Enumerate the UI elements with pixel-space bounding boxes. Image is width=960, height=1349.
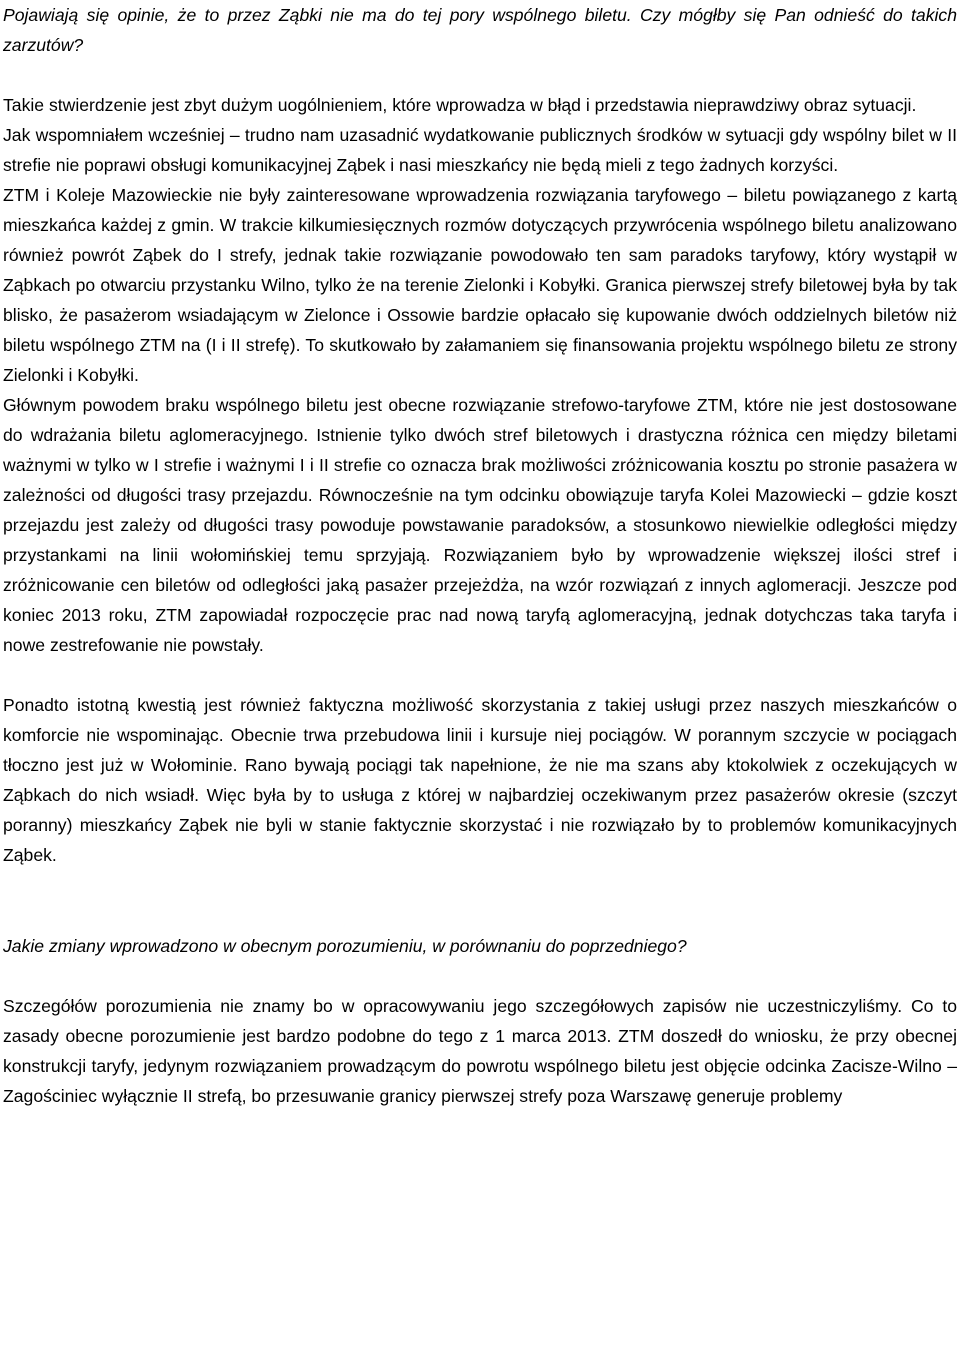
spacer [3,961,957,991]
question-1: Pojawiają się opinie, że to przez Ząbki nie ma do tej pory wspólnego biletu. Czy mógłby się Pan odnieść do takich zarzutów? [3,5,957,55]
answer-1-paragraph-4: Głównym powodem braku wspólnego biletu jest obecne rozwiązanie strefowo-taryfowe ZTM, które nie jest dostosowane do wdrażania biletu aglomeracyjnego. Istnienie tylko dwóch stref biletowych i drastyczna różnica cen między biletami ważnymi w tylko w I strefie i ważnymi I i II strefie co oznacza brak możliwości zróżnicowania kosztu po stronie pasażera w zależności od długości trasy przejazdu. Równocześnie na tym odcinku obowiązuje taryfa Kolei Mazowiecki – gdzie koszt przejazdu jest zależy od długości trasy powoduje powstawanie paradoksów, a stosunkowo niewielkie odległości między przystankami na linii wołomińskiej temu sprzyjają. Rozwiązaniem było by wprowadzenie większej ilości stref i zróżnicowanie cen biletów od odległości jaką pasażer przejeżdża, na wzór rozwiązań z innych aglomeracji. Jeszcze pod koniec 2013 roku, ZTM zapowiadał rozpoczęcie prac nad nową taryfą aglomeracyjną, jednak dotychczas taka taryfa i nowe zestrefowanie nie powstały. [3,395,957,655]
answer-1-paragraph-2: Jak wspomniałem wcześniej – trudno nam uzasadnić wydatkowanie publicznych środków w sytuacji gdy wspólny bilet w II strefie nie poprawi obsługi komunikacyjnej Ząbek i nasi mieszkańcy nie będą mieli z tego żadnych korzyści. [3,125,957,175]
answer-1-paragraph-3: ZTM i Koleje Mazowieckie nie były zainteresowane wprowadzenia rozwiązania taryfowego – biletu powiązanego z kartą mieszkańca każdej z gmin. W trakcie kilkumiesięcznych rozmów dotyczących przywrócenia wspólnego biletu analizowano również powrót Ząbek do I strefy, jednak takie rozwiązanie powodowało ten sam paradoks taryfowy, który wystąpił w Ząbkach po otwarciu przystanku Wilno, tylko że na terenie Zielonki i Kobyłki. Granica pierwszej strefy biletowej była by tak blisko, że pasażerom wsiadającym w Zielonce i Ossowie bardzie opłacało się kupowanie dwóch oddzielnych biletów niż biletu wspólnego ZTM na (I i II strefę). To skutkowało by załamaniem się finansowania projektu wspólnego biletu ze strony Zielonki i Kobyłki. [3,185,957,385]
spacer [3,60,957,90]
spacer [3,660,957,690]
answer-2-paragraph-1: Szczegółów porozumienia nie znamy bo w opracowywaniu jego szczegółowych zapisów nie uczestniczyliśmy. Co to zasady obecne porozumienie jest bardzo podobne do tego z 1 marca 2013. ZTM doszedł do wniosku, że przy obecnej konstrukcji taryfy, jedynym rozwiązaniem prowadzącym do powrotu wspólnego biletu jest objęcie odcinka Zacisze-Wilno – Zagościniec wyłącznie II strefą, bo przesuwanie granicy pierwszej strefy poza Warszawę generuje problemy [3,996,957,1106]
document-page [3,0,957,1111]
spacer [3,870,957,930]
answer-1-paragraph-1: Takie stwierdzenie jest zbyt dużym uogólnieniem, które wprowadza w błąd i przedstawia nieprawdziwy obraz sytuacji. [3,95,917,115]
question-2: Jakie zmiany wprowadzono w obecnym porozumieniu, w porównaniu do poprzedniego? [3,936,687,956]
answer-1-paragraph-5: Ponadto istotną kwestią jest również faktyczna możliwość skorzystania z takiej usługi przez naszych mieszkańców o komforcie nie wspominając. Obecnie trwa przebudowa linii i kursuje niej pociągów. W porannym szczycie w pociągach tłoczno jest już w Wołominie. Rano bywają pociągi tak napełnione, że nie ma szans aby ktokolwiek z oczekujących w Ząbkach do nich wsiadł. Więc była by to usługa z której w najbardziej oczekiwanym przez pasażerów okresie (szczyt poranny) mieszkańcy Ząbek nie byli w stanie faktycznie skorzystać i nie rozwiązało by to problemów komunikacyjnych Ząbek. [3,695,957,865]
